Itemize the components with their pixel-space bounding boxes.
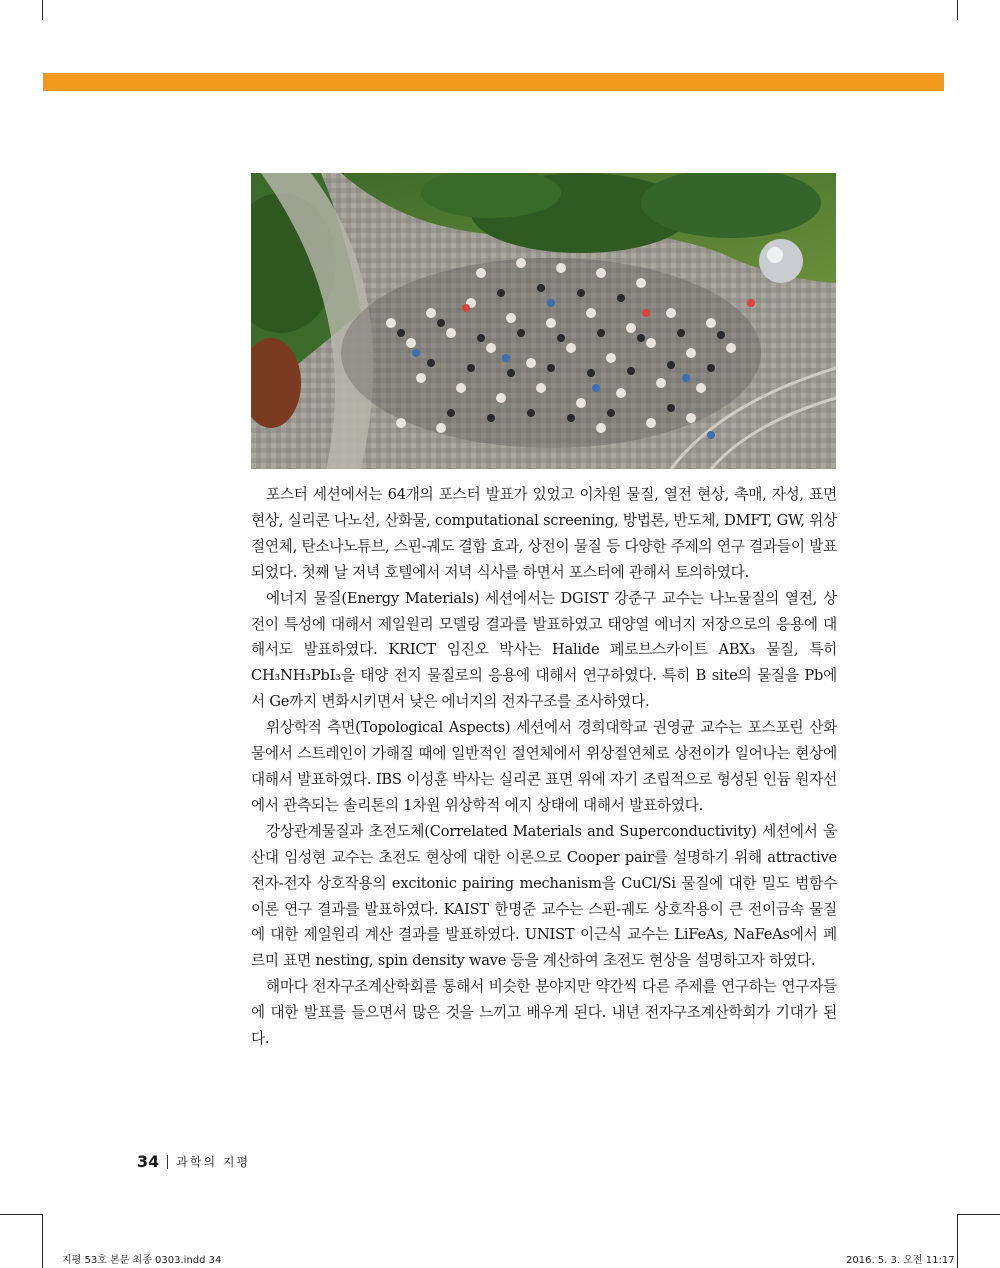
crop-mark-bottom-left-h [0, 1214, 42, 1215]
page-footer [137, 1152, 250, 1171]
crop-mark-bottom-right-h [958, 1214, 1000, 1215]
slug-date: 2016. 5. 3. 오전 11:17 [846, 1255, 955, 1266]
paragraph-closing: 해마다 전자구조계산학회를 통해서 비슷한 분야지만 약간씩 다른 주제를 연구하는 연구자들에 대한 발표를 들으면서 많은 것을 느끼고 배우게 된다. 내년 전자구조계산학회가 기대가 된다. [251, 978, 837, 1048]
crop-mark-bottom-right-v [957, 1214, 958, 1268]
group-photo [251, 173, 836, 469]
page-number: 34 [137, 1152, 160, 1171]
paragraph-correlated-materials: 강상관계물질과 초전도체(Correlated Materials and Superconductivity) 세션에서 울산대 임성현 교수는 초전도 현상에 대한 이론으로 Cooper pair를 설명하기 위해 attractive 전자-전자 상호작용의 excitonic pairing mechanism을 CuCl/Si 물질에 대한 밀도 범함수 이론 연구 결과를 발표하였다. KAIST 한명준 교수는 스핀-궤도 상호작용이 큰 전이금속 물질에 대한 제일원리 계산 결과를 발표하였다. UNIST 이근식 교수는 LiFeAs, NaFeAs에서 페르미 표면 nesting, spin density wave 등을 계산하여 초전도 현상을 설명하고자 하였다. [251, 822, 837, 970]
article-body [251, 482, 837, 1052]
paragraph-topological-aspects: 위상학적 측면(Topological Aspects) 세션에서 경희대학교 권영균 교수는 포스포린 산화물에서 스트레인이 가해질 때에 일반적인 절연체에서 위상절연체로 상전이가 일어나는 현상에 대해서 발표하였다. IBS 이성훈 박사는 실리콘 표면 위에 자기 조립적으로 형성된 인듐 원자선에서 관측되는 솔리톤의 1차원 위상학적 에지 상태에 대해서 발표하였다. [251, 719, 837, 814]
paragraph-energy-materials: 에너지 물질(Energy Materials) 세션에서는 DGIST 강준구 교수는 나노물질의 열전, 상전이 특성에 대해서 제일원리 모델링 결과를 발표하였고 태양열 에너지 저장으로의 응용에 대해서도 발표하였다. KRICT 임진오 박사는 Halide 페로브스카이트 ABX₃ 물질, 특히 CH₃NH₃PbI₃을 태양 전지 물질로의 응용에 대해서 연구하였다. 특히 B site의 물질을 Pb에서 Ge까지 변화시키면서 낮은 에너지의 전자구조를 조사하였다. [251, 589, 837, 711]
magazine-name: 과학의 지평 [176, 1155, 251, 1169]
slug-file-info: 지평 53호 본문 최종 0303.indd 34 [62, 1255, 222, 1266]
footer-divider [167, 1155, 168, 1169]
crop-mark-top-right [957, 0, 958, 20]
crop-mark-top-left [42, 0, 43, 20]
paragraph-poster-session: 포스터 세션에서는 64개의 포스터 발표가 있었고 이차원 물질, 열전 현상, 촉매, 자성, 표면 현상, 실리콘 나노선, 산화물, computational screening, 방법론, 반도체, DMFT, GW, 위상절연체, 탄소나노튜브, 스핀-궤도 결합 효과, 상전이 물질 등 다양한 주제의 연구 결과들이 발표되었다. 첫째 날 저녁 호텔에서 저녁 식사를 하면서 포스터에 관해서 토의하였다. [251, 486, 837, 581]
accent-bar [43, 73, 944, 91]
crop-mark-bottom-left-v [42, 1214, 43, 1268]
